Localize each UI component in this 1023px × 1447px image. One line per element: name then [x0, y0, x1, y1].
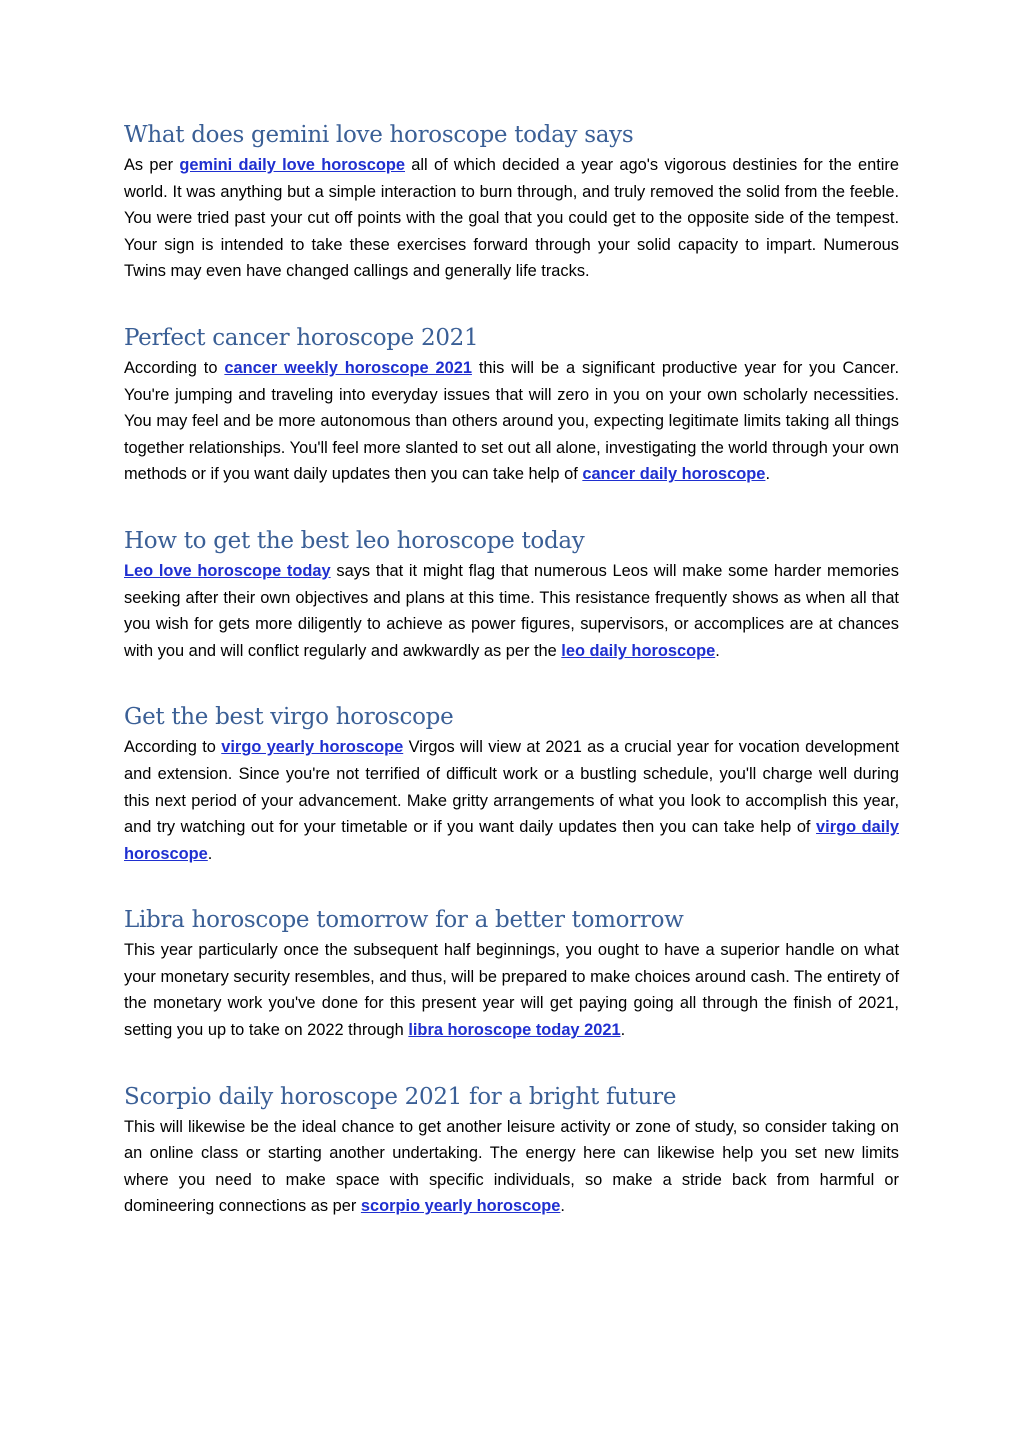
section-leo [124, 524, 899, 664]
virgo-yearly-horoscope-link[interactable]: virgo yearly horoscope [221, 738, 404, 757]
paragraph-text: Virgos will view at 2021 as a crucial year for vocation development and extension. Since you're not terrified of difficult work or a bustling schedule, you'll charge well during this next period of your advancement. Make gritty arrangements of what you look to accomplish this year, and try watching out for your timetable or if you want daily updates then you can take help of [124, 738, 899, 837]
gemini-daily-love-horoscope-link[interactable]: gemini daily love horoscope [179, 156, 405, 174]
paragraph-text: all of which decided a year ago's vigorous destinies for the entire world. It was anything but a simple interaction to burn through, and truly removed the solid from the feeble. You were tried past your cut off points with the goal that you could get to the opposite side of the tempest. Your sign is intended to take these exercises forward through your solid capacity to impart. Numerous Twins may even have changed callings and generally life tracks. [124, 156, 899, 281]
paragraph-text: this will be a significant productive year for you Cancer. You're jumping and traveling into everyday issues that will zero in you on your own scholarly necessities. You may feel and be more autonomous than others around you, expecting legitimate limits taking all things together relationships. You'll feel more slanted to set out all alone, investigating the world through your own methods or if you want daily updates then you can take help of [124, 358, 899, 484]
section-paragraph [124, 734, 899, 867]
section-gemini [124, 118, 899, 285]
section-paragraph [124, 355, 899, 488]
virgo-daily-horoscope-link[interactable]: virgo daily horoscope [124, 818, 899, 863]
leo-love-horoscope-link[interactable]: Leo love horoscope today [124, 561, 331, 580]
document-page [124, 118, 899, 1256]
section-heading: How to get the best leo horoscope today [124, 527, 585, 554]
section-heading: Libra horoscope tomorrow for a better tomorrow [124, 907, 684, 934]
paragraph-text: . [765, 465, 770, 484]
paragraph-text: According to [124, 358, 225, 377]
section-libra [124, 903, 899, 1043]
cancer-weekly-horoscope-link[interactable]: cancer weekly horoscope 2021 [224, 358, 472, 377]
paragraph-text: . [715, 641, 720, 660]
section-paragraph [124, 937, 899, 1043]
paragraph-text: This year particularly once the subsequent half beginnings, you ought to have a superior handle on what your monetary security resembles, and thus, will be prepared to make choices around cash. The entirety of the monetary work you've done for this present year will get paying going all through the finish of 2021, setting you up to take on 2022 through [124, 941, 899, 1040]
section-cancer [124, 321, 899, 488]
cancer-daily-horoscope-link[interactable]: cancer daily horoscope [582, 465, 766, 484]
paragraph-text: . [620, 1021, 626, 1040]
paragraph-text: As per [124, 156, 180, 174]
libra-horoscope-today-link[interactable]: libra horoscope today 2021 [408, 1021, 621, 1040]
section-paragraph [124, 152, 899, 285]
section-paragraph [124, 558, 899, 664]
scorpio-yearly-horoscope-link[interactable]: scorpio yearly horoscope [360, 1197, 561, 1216]
paragraph-text: . [207, 844, 213, 863]
section-scorpio [124, 1080, 899, 1220]
section-virgo [124, 700, 899, 867]
section-heading: Scorpio daily horoscope 2021 for a bright future [124, 1083, 677, 1110]
section-heading: What does gemini love horoscope today says [124, 122, 634, 148]
section-heading: Get the best virgo horoscope [124, 704, 454, 731]
paragraph-text: . [560, 1197, 565, 1216]
leo-daily-horoscope-link[interactable]: leo daily horoscope [561, 641, 716, 660]
paragraph-text: says that it might flag that numerous Leos will make some harder memories seeking after their own objectives and plans at this time. This resistance frequently shows as when all that you wish for gets more diligently to achieve as power figures, supervisors, or accomplices are at chances with you and will conflict regularly and awkwardly as per the [124, 561, 899, 660]
section-heading: Perfect cancer horoscope 2021 [124, 324, 479, 351]
section-paragraph [124, 1114, 899, 1220]
paragraph-text: According to [124, 738, 222, 757]
paragraph-text: This will likewise be the ideal chance to get another leisure activity or zone of study, so consider taking on an online class or starting another undertaking. The energy here can likewise help you set new limits where you need to make space with specific individuals, so make a stride back from harmful or domineering connections as per [124, 1117, 899, 1216]
